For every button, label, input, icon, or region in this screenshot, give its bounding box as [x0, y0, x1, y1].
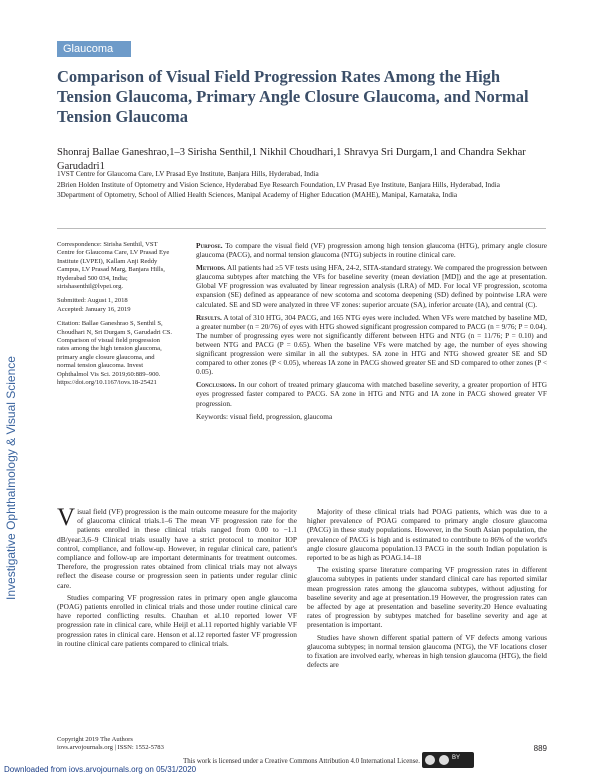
- license-text[interactable]: This work is licensed under a Creative Commons Attribution 4.0 International License.: [183, 758, 420, 765]
- attribution-icon: [439, 755, 449, 765]
- purpose-label: Purpose.: [196, 241, 223, 250]
- author-list: Shonraj Ballae Ganeshrao,1–3 Sirisha Senthil,1 Nikhil Choudhari,1 Shravya Sri Durgam,1 and Chandra Sekhar Garudadri1: [57, 147, 526, 172]
- results-text: A total of 310 HTG, 304 PACG, and 165 NTG eyes were included. When VFs were matched by baseline MD, a greater number (n = 20/76) of eyes with HTG showed significant progression compared to PACG (n = 9/76; P = 0.04). The number of progressing eyes were not significantly different between HTG and NTG (n = 11/76; P = 0.10) and between NTG and PACG (P = 0.65). When the baseline VFs were matched by age, the number of eyes showing significant progression were similar in all the subtypes. SA zone in HTG and NTG showed greater SE and SD compared to other zones (P < 0.05), whereas IA zone in PACG showed greater SE and SD compared to other zones (P < 0.05).: [196, 312, 547, 377]
- conclusions-label: Conclusions.: [196, 380, 237, 390]
- accepted-date: Accepted: January 16, 2019: [57, 305, 131, 313]
- journal-url[interactable]: iovs.arvojournals.org | ISSN: 1552-5783: [57, 744, 164, 752]
- intro-paragraph-2: Studies comparing VF progression rates in primary open angle glaucoma (POAG) patients enrolled in clinical trials and those under routine clinical care have reported conflicting results. Chauhan et al.10 reported lower VF progression rate in clinical care, while Heijl et al.11 reported highly variable VF progression rates in clinical care. Henson et al.12 reported faster VF progression in routine clinical care patients compared to clinical trials.: [57, 592, 297, 648]
- purpose-text: To compare the visual field (VF) progression among high tension glaucoma (HTG), primary angle closure glaucoma (PACG), and normal tension glaucoma (NTG) subjects in routine clinical care.: [196, 241, 547, 260]
- drop-cap: V: [57, 504, 76, 531]
- abstract-results: [196, 313, 547, 377]
- cc-icon: [425, 755, 435, 765]
- body-column-left: [57, 504, 297, 651]
- abstract-methods: [196, 263, 547, 308]
- submitted-date: Submitted: August 1, 2018: [57, 297, 128, 305]
- copyright-block: [57, 736, 257, 752]
- article-info-column: [57, 241, 173, 388]
- cc-badge-text: BY: [452, 755, 461, 761]
- intro-paragraph-3: Majority of these clinical trials had POAG patients, which was due to a higher prevalence of POAG compared to primary angle closure glaucoma (PACG) in these study populations. However, in the South Asian population, the prevalence of PACG is high and is estimated to contribute to 86% of the world's angle closure glaucoma population.13 PACG in the south Indian population is reported to be as high as POAG.14–18: [307, 507, 547, 563]
- correspondence: Correspondence: Sirisha Senthil, VST Centre for Glaucoma Care, LV Prasad Eye Institute (LVPEI), Kallam Anji Reddy Campus, LV Prasad Marg, Banjara Hills, Hyderabad 500 034, India; sirishasenthil@lvpei.org.: [57, 241, 170, 291]
- download-watermark: Downloaded from iovs.arvojournals.org on 05/31/2020: [4, 765, 197, 774]
- affiliation-1: 1VST Centre for Glaucoma Care, LV Prasad Eye Institute, Banjara Hills, Hyderabad, India: [57, 170, 319, 178]
- cc-license-badge[interactable]: [422, 752, 474, 768]
- body-column-right: [307, 507, 547, 672]
- paper-title: Comparison of Visual Field Progression Rates Among the High Tension Glaucoma, Primary Angle Closure Glaucoma, and Normal Tension Glaucoma: [57, 67, 529, 126]
- abstract-conclusions: [196, 380, 547, 407]
- intro-paragraph-4: The existing sparse literature comparing VF progression rates in different glaucoma subtypes in patients under standard clinical care has reported similar mean progression rates among the glaucoma subtypes, without adjusting for baseline severity and age at presentation.19 However, the progression rates can be affected by age at presentation and baseline severity.20 Hence evaluating rates of progression by subtypes matched for baseline severity and age at presentation is important.: [307, 565, 547, 630]
- methods-text: All patients had ≥5 VF tests using HFA, 24-2, SITA-standard strategy. We compared the progression between glaucoma subtypes after matching the VFs for baseline severity (mean deviation [MD]) and the age at presentation. Global VF progression was evaluated by linear regression analysis (LRA) of MD. For local VF progression, scotoma expansion (SE) defined as appearance of new scotoma and scotoma deepening (SD) defined by pointwise LRA were calculated. SE and SD were analyzed in three VF zones: superior arcuate (SA), inferior arcuate (IA), and central (C).: [196, 263, 547, 309]
- citation[interactable]: Citation: Ballae Ganeshrao S, Senthil S, Choudhari N, Sri Durgam S, Garudadri CS. Comparison of visual field progression rates among the high tension glaucoma, primary angle closure glaucoma, and normal tension glaucoma. Invest Ophthalmol Vis Sci. 2019;60:889–900. https://doi.org/10.1167/iovs.18-25421: [57, 320, 173, 387]
- page-number: 889: [533, 744, 547, 753]
- divider: [57, 228, 546, 229]
- intro-paragraph-1: [57, 504, 297, 590]
- keywords: Keywords: visual field, progression, glaucoma: [196, 411, 333, 421]
- intro-paragraph-5: Studies have shown different spatial pattern of VF defects among various glaucoma subtypes; in normal tension glaucoma (NTG), the VF locations closer to fixation are involved early, whereas in high tension glaucoma (HTG), the field defects are: [307, 632, 547, 670]
- results-label: Results.: [196, 312, 222, 322]
- methods-label: Methods.: [196, 263, 226, 273]
- journal-vertical-title: Investigative Ophthalmology & Visual Science: [4, 356, 18, 600]
- abstract: [196, 241, 547, 421]
- affiliation-3: 3Department of Optometry, School of Allied Health Sciences, Manipal Academy of Higher Education (MAHE), Manipal, Karnataka, India: [57, 191, 458, 200]
- conclusions-text: In our cohort of treated primary glaucoma with matched baseline severity, a greater proportion of HTG eyes progressed faster compared to PACG. SA zone in HTG and NTG and IA zone in PACG showed greater VF progression.: [196, 380, 547, 408]
- copyright: Copyright 2019 The Authors: [57, 736, 133, 743]
- abstract-purpose: [196, 241, 547, 259]
- affiliation-2: 2Brien Holden Institute of Optometry and Vision Science, Hyderabad Eye Research Foundation, LV Prasad Eye Institute, Banjara Hills, Hyderabad, India: [57, 180, 500, 189]
- intro-text-1: isual field (VF) progression is the main outcome measure for the majority of glaucoma clinical trials.1–6 The mean VF progression rate for the patients enrolled in these clinical trials ranged from 0.00 to −1.1 dB/year.3,6–9 Clinical trials usually have a strict protocol to monitor IOP control, compliance, and follow-up. However, in regular clinical care, patient's compliance and follow-up are important determinants for treatment outcomes. Therefore, the progression rates obtained from clinical trials may not always reflect the disease course or progression seen in patients under regular clinic care.: [57, 507, 297, 590]
- affiliations: [57, 170, 542, 202]
- section-badge: Glaucoma: [57, 41, 131, 57]
